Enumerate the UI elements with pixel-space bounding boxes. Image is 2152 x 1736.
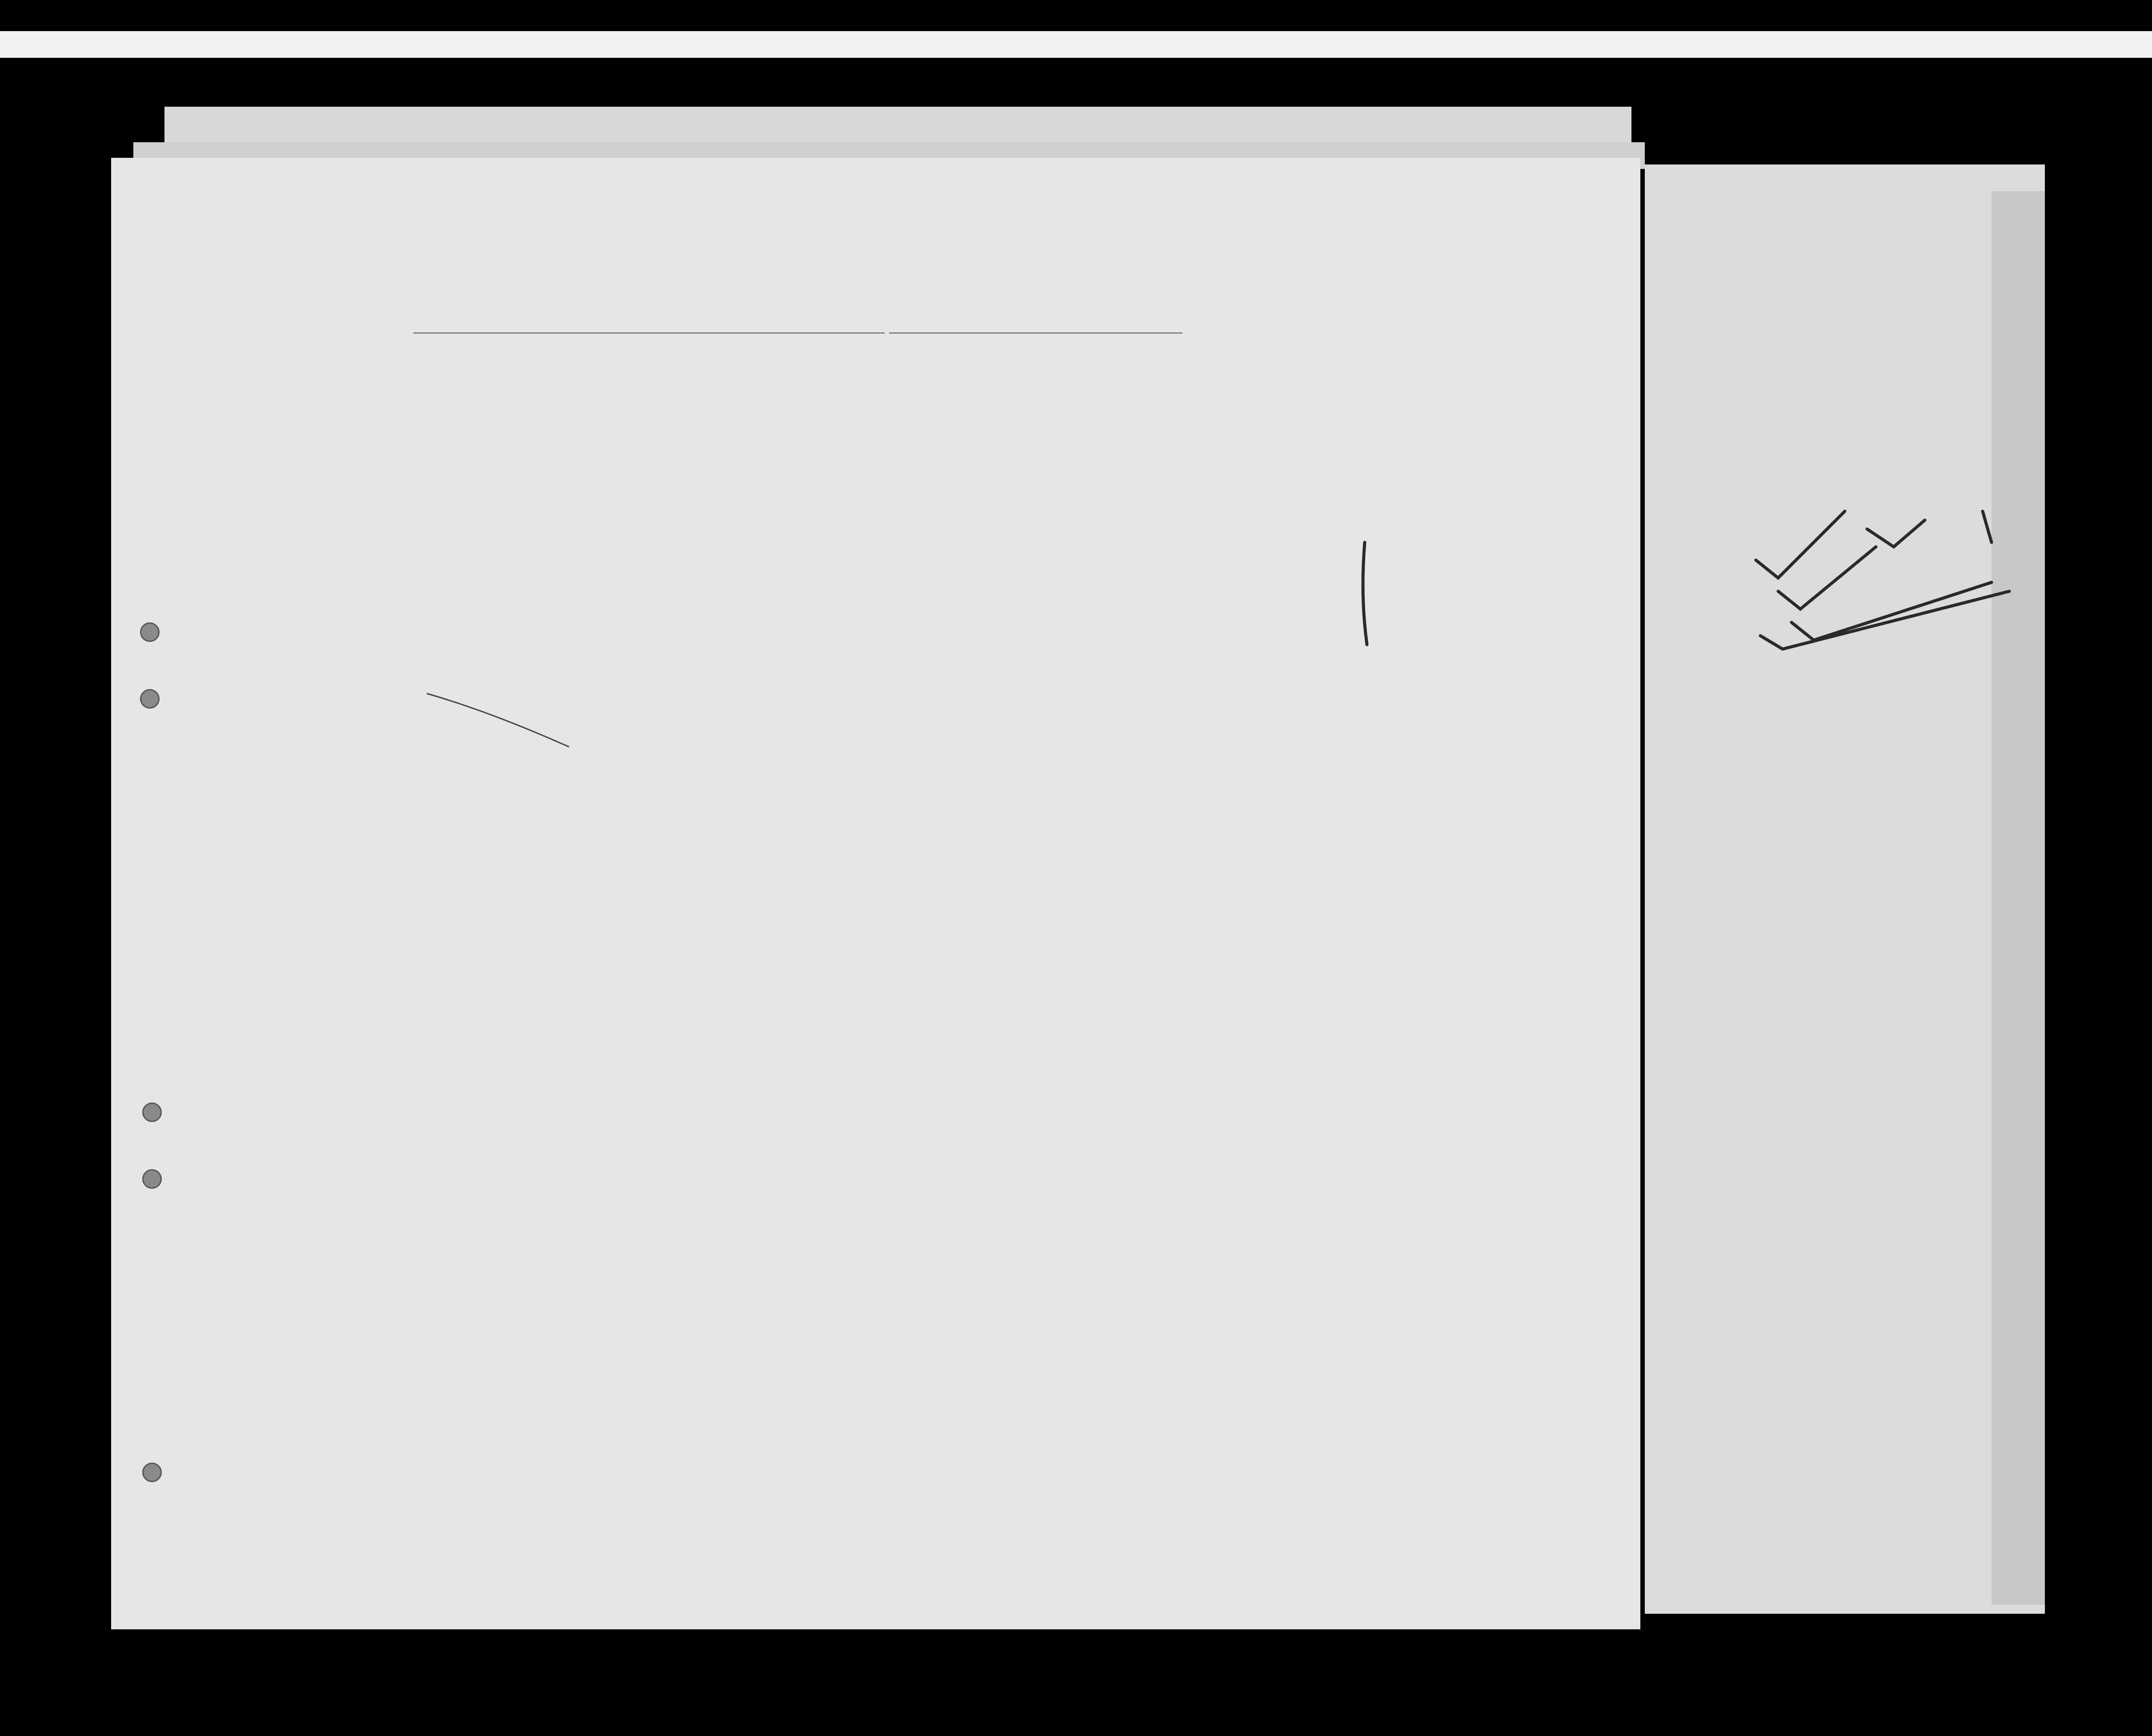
punch-hole-3 [142, 1103, 162, 1122]
check-mark-5 [1867, 520, 1925, 547]
bracket-stroke [1363, 542, 1367, 645]
punch-hole-4 [142, 1169, 162, 1189]
check-mark-1 [1756, 511, 1845, 578]
punch-hole-1 [140, 622, 160, 642]
punch-hole-2 [140, 689, 160, 709]
tick-mark-6 [1983, 511, 1992, 542]
punch-hole-5 [142, 1463, 162, 1482]
check-mark-2 [1778, 547, 1876, 609]
stray-stroke [427, 694, 569, 747]
check-mark-4 [1760, 591, 2009, 649]
